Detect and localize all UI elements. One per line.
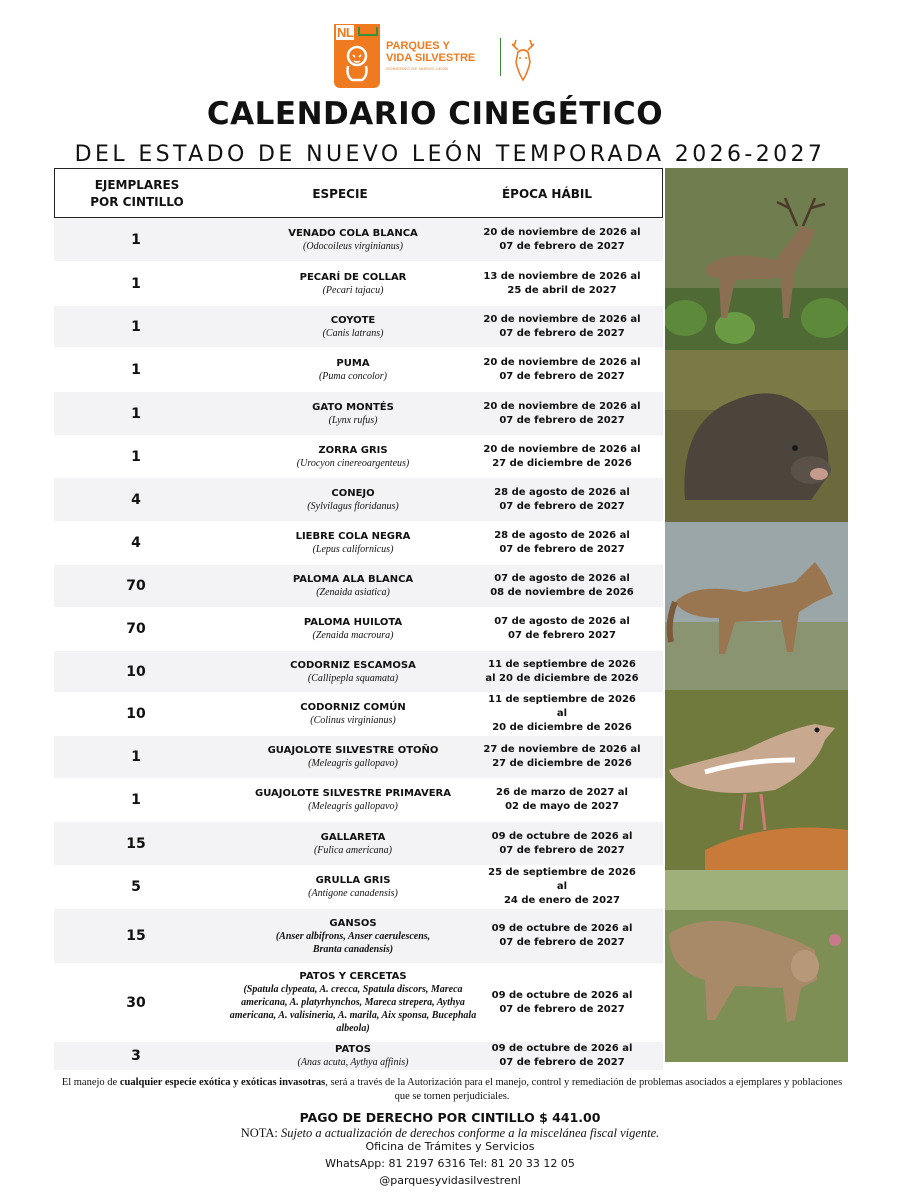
species-common-name: CONEJO — [331, 487, 375, 499]
row-quantity: 10 — [126, 663, 146, 680]
row-season — [482, 608, 642, 650]
row-species — [220, 522, 486, 564]
social-handle[interactable]: @parquesyvidasilvestrenl — [379, 1174, 521, 1187]
season-date-line: 20 de noviembre de 2026 al — [483, 400, 641, 412]
row-species — [220, 565, 486, 607]
species-scientific-name: (Canis latrans) — [322, 327, 384, 339]
logo-name-line2: VIDA SILVESTRE — [386, 52, 476, 64]
row-species — [220, 779, 486, 821]
species-scientific-name: (Callipepla squamata) — [307, 672, 399, 684]
season-date-line: 07 de febrero de 2027 — [499, 1003, 625, 1015]
contact-phones[interactable]: WhatsApp: 81 2197 6316 Tel: 81 20 33 12 05 — [325, 1157, 575, 1170]
season-date-line: 13 de noviembre de 2026 al — [483, 270, 641, 282]
species-scientific-name: (Antigone canadensis) — [308, 888, 398, 899]
coyote-photo — [665, 522, 848, 690]
table-row — [54, 964, 663, 1042]
row-species — [220, 392, 486, 435]
row-species — [220, 866, 486, 908]
season-date-line: 08 de noviembre de 2026 — [490, 587, 634, 598]
row-season — [482, 522, 642, 564]
species-common-name: COYOTE — [330, 314, 376, 326]
season-date-line: 07 de febrero de 2027 — [499, 844, 625, 856]
row-species — [220, 964, 486, 1041]
tag-fee: PAGO DE DERECHO POR CINTILLO $ 441.00 — [299, 1110, 601, 1125]
header-season: ÉPOCA HÁBIL — [501, 186, 593, 201]
row-species — [220, 218, 486, 261]
row-season — [482, 866, 642, 908]
species-common-name: CODORNIZ ESCAMOSA — [290, 659, 416, 671]
table-row — [54, 909, 663, 964]
row-quantity: 1 — [131, 749, 141, 765]
page-subtitle: DEL ESTADO DE NUEVO LEÓN TEMPORADA 2026-2027 — [74, 142, 826, 167]
season-date-line: 25 de abril de 2027 — [507, 284, 617, 296]
row-season — [482, 392, 642, 435]
exotic-species-note — [56, 1076, 848, 1104]
season-date-line: 07 de agosto de 2026 al — [494, 573, 630, 584]
table-row — [54, 565, 663, 608]
season-date-line: 09 de octubre de 2026 al — [491, 989, 633, 1001]
season-date-line: 20 de noviembre de 2026 al — [483, 356, 641, 368]
deer-head-icon — [506, 36, 540, 86]
season-date-line: 07 de agosto de 2026 al — [494, 616, 630, 627]
species-common-name: CODORNIZ COMÚN — [300, 702, 406, 713]
table-row — [54, 522, 663, 565]
page-title: CALENDARIO CINEGÉTICO — [206, 96, 664, 132]
table-row — [54, 736, 663, 779]
species-common-name: GALLARETA — [320, 831, 386, 843]
season-date-line: 20 de diciembre de 2026 — [492, 722, 632, 733]
row-season — [482, 262, 642, 305]
row-species — [220, 1042, 486, 1070]
row-season — [482, 348, 642, 391]
species-scientific-name: (Puma concolor) — [318, 370, 388, 382]
row-season — [482, 964, 642, 1041]
species-common-name: PALOMA HUILOTA — [303, 617, 403, 628]
row-season — [482, 736, 642, 778]
season-date-line: 28 de agosto de 2026 al — [494, 486, 630, 498]
species-scientific-name: americana, A. valisineria, A. marila, Aix sponsa, Bucephala — [229, 1010, 477, 1021]
collared-peccary-photo — [665, 350, 848, 522]
season-date-line: 20 de noviembre de 2026 al — [483, 226, 641, 238]
row-quantity: 70 — [126, 578, 146, 594]
table-row — [54, 218, 663, 262]
row-season — [482, 436, 642, 477]
species-scientific-name: (Spatula clypeata, A. crecca, Spatula discors, Mareca — [243, 984, 463, 995]
table-row — [54, 693, 663, 736]
species-scientific-name: (Sylvilagus floridanus) — [307, 500, 399, 512]
season-date-line: 27 de noviembre de 2026 al — [483, 744, 641, 755]
header-quantity — [55, 169, 219, 219]
table-row — [54, 608, 663, 651]
table-row — [54, 348, 663, 392]
season-date-line: 07 de febrero de 2027 — [499, 937, 625, 948]
season-date-line: 07 de febrero de 2027 — [499, 327, 625, 339]
species-common-name: PATOS Y CERCETAS — [299, 971, 407, 982]
white-winged-dove-photo — [665, 690, 848, 870]
crown-icon — [358, 27, 378, 36]
office-name: Oficina de Trámites y Servicios — [365, 1140, 535, 1153]
table-row — [54, 1042, 663, 1071]
row-quantity: 1 — [131, 318, 141, 335]
species-scientific-name: (Anser albifrons, Anser caerulescens, — [275, 930, 431, 942]
season-date-line: 02 de mayo de 2027 — [505, 801, 619, 812]
season-date-line: 11 de septiembre de 2026 — [488, 658, 636, 670]
season-date-line: 09 de octubre de 2026 al — [491, 830, 633, 842]
header-quantity-line2: POR CINTILLO — [90, 195, 184, 209]
row-species — [220, 262, 486, 305]
row-species — [220, 306, 486, 347]
row-species — [220, 822, 486, 865]
row-quantity: 4 — [131, 535, 141, 551]
season-date-line: 07 de febrero de 2027 — [499, 370, 625, 382]
table-row — [54, 306, 663, 348]
season-date-line: 27 de diciembre de 2026 — [492, 457, 632, 469]
row-season — [482, 218, 642, 261]
season-date-line: 07 de febrero 2027 — [508, 630, 616, 641]
season-date-line: 20 de noviembre de 2026 al — [483, 443, 641, 455]
row-season — [482, 651, 642, 692]
row-species — [220, 348, 486, 391]
row-species — [220, 436, 486, 477]
species-scientific-name: (Urocyon cinereoargenteus) — [296, 457, 410, 469]
fee-note — [0, 1126, 900, 1141]
season-date-line: al 20 de diciembre de 2026 — [485, 672, 639, 684]
species-scientific-name: Branta canadensis) — [312, 943, 394, 955]
row-species — [220, 693, 486, 735]
logo-subline: GOBIERNO DE NUEVO LEÓN — [386, 66, 449, 71]
season-date-line: 27 de diciembre de 2026 — [492, 758, 632, 769]
row-season — [482, 1042, 642, 1070]
lion-icon — [340, 42, 374, 82]
season-date-line: 28 de agosto de 2026 al — [494, 530, 630, 541]
row-species — [220, 909, 486, 963]
species-scientific-name: (Zenaida macroura) — [312, 630, 394, 641]
row-quantity: 5 — [131, 879, 141, 895]
season-date-line: 07 de febrero de 2027 — [499, 1057, 625, 1068]
species-common-name: ZORRA GRIS — [318, 444, 388, 456]
species-scientific-name: albeola) — [336, 1023, 370, 1034]
row-quantity: 15 — [126, 835, 146, 852]
species-common-name: GUAJOLOTE SILVESTRE PRIMAVERA — [255, 788, 451, 799]
species-common-name: GUAJOLOTE SILVESTRE OTOÑO — [267, 745, 439, 756]
table-row — [54, 779, 663, 822]
row-quantity: 30 — [126, 994, 146, 1011]
row-quantity: 15 — [126, 928, 146, 944]
header-species: ESPECIE — [312, 186, 368, 201]
logo-name-line1: PARQUES Y — [386, 40, 450, 52]
hunting-calendar-table — [54, 168, 663, 1071]
species-scientific-name: (Odocoileus virginianus) — [303, 240, 403, 252]
row-quantity: 1 — [131, 448, 141, 465]
row-season — [482, 779, 642, 821]
logo-divider — [500, 38, 501, 76]
row-season — [482, 478, 642, 521]
species-scientific-name: (Zenaida asiatica) — [316, 587, 390, 598]
season-date-line: 24 de enero de 2027 — [503, 895, 621, 906]
agency-logo — [334, 24, 540, 90]
logo-nl-mark: NL — [337, 25, 354, 40]
species-scientific-name: (Fulica americana) — [313, 844, 393, 856]
row-species — [220, 736, 486, 778]
table-row — [54, 436, 663, 478]
row-quantity: 1 — [131, 275, 141, 292]
table-row — [54, 651, 663, 693]
row-species — [220, 651, 486, 692]
season-date-line: 07 de febrero de 2027 — [499, 414, 625, 426]
exotic-note-bold: cualquier especie exótica y exóticas invasotras — [119, 1077, 326, 1088]
species-common-name: GANSOS — [329, 917, 377, 929]
row-season — [482, 306, 642, 347]
row-quantity: 1 — [131, 361, 141, 378]
exotic-note-post: , será a través de la Autorización para el manejo, control y remediación de problemas asociados a ejemplares y poblaciones que se tornen perjudiciales. — [325, 1077, 843, 1102]
fee-note-label: NOTA: — [240, 1126, 282, 1140]
table-row — [54, 392, 663, 436]
row-season — [482, 693, 642, 735]
species-scientific-name: (Lepus californicus) — [312, 544, 394, 555]
table-row — [54, 866, 663, 909]
wildlife-photo-strip — [665, 168, 848, 1062]
white-tailed-deer-photo — [665, 168, 848, 350]
species-common-name: GRULLA GRIS — [315, 875, 391, 886]
species-scientific-name: (Meleagris gallopavo) — [308, 758, 398, 769]
fee-note-text: Sujeto a actualización de derechos conforme a la miscelánea fiscal vigente. — [281, 1126, 660, 1140]
table-row — [54, 262, 663, 306]
species-scientific-name: (Colinus virginianus) — [310, 715, 396, 726]
season-date-line: 26 de marzo de 2027 al — [495, 787, 628, 798]
row-season — [482, 909, 642, 963]
species-common-name: LIEBRE COLA NEGRA — [295, 531, 411, 542]
species-scientific-name: americana, A. platyrhynchos, Mareca strepera, Aythya — [241, 997, 465, 1008]
species-scientific-name: (Pecari tajacu) — [322, 284, 384, 296]
row-quantity: 70 — [126, 621, 146, 637]
season-date-line: 20 de noviembre de 2026 al — [483, 313, 641, 325]
row-quantity: 1 — [131, 792, 141, 808]
season-date-line: 09 de octubre de 2026 al — [491, 1043, 633, 1054]
table-row — [54, 822, 663, 866]
season-date-line: 07 de febrero de 2027 — [499, 544, 625, 555]
exotic-note-pre: El manejo de — [61, 1077, 120, 1088]
species-common-name: PALOMA ALA BLANCA — [292, 574, 414, 585]
header-quantity-line1: EJEMPLARES — [94, 178, 180, 192]
species-scientific-name: (Meleagris gallopavo) — [308, 801, 398, 812]
logo-name — [386, 40, 496, 64]
season-date-line: 11 de septiembre de 2026 al — [488, 694, 636, 719]
table-header — [54, 168, 663, 218]
table-row — [54, 478, 663, 522]
species-common-name: GATO MONTÉS — [312, 401, 394, 413]
row-season — [482, 822, 642, 865]
season-date-line: 09 de octubre de 2026 al — [491, 923, 633, 934]
season-date-line: 07 de febrero de 2027 — [499, 240, 625, 252]
season-date-line: 07 de febrero de 2027 — [499, 500, 625, 512]
species-common-name: VENADO COLA BLANCA — [288, 227, 418, 239]
species-scientific-name: (Lynx rufus) — [328, 414, 378, 426]
species-common-name: PATOS — [335, 1044, 371, 1055]
row-season — [482, 565, 642, 607]
row-species — [220, 478, 486, 521]
puma-photo — [665, 870, 848, 1062]
row-species — [220, 608, 486, 650]
species-scientific-name: (Anas acuta, Aythya affinis) — [297, 1057, 409, 1068]
row-quantity: 10 — [126, 706, 146, 722]
season-date-line: 25 de septiembre de 2026 al — [488, 867, 636, 892]
row-quantity: 3 — [131, 1048, 141, 1064]
species-common-name: PECARÍ DE COLLAR — [299, 271, 407, 283]
table-body — [54, 218, 663, 1071]
row-quantity: 4 — [131, 491, 141, 508]
species-common-name: PUMA — [336, 357, 370, 369]
row-quantity: 1 — [131, 231, 141, 248]
row-quantity: 1 — [131, 405, 141, 422]
